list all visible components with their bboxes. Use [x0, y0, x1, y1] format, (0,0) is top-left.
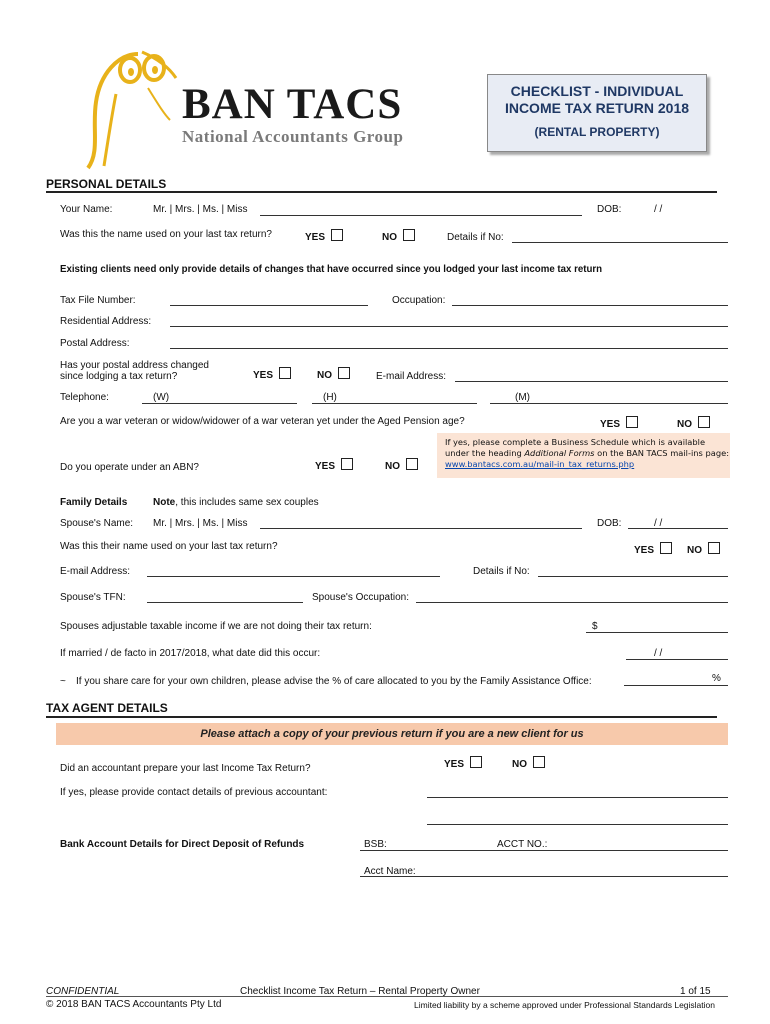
name-used-no[interactable]: [382, 229, 415, 243]
contact-details-field-2[interactable]: [427, 824, 728, 825]
tel-work-label: (W): [153, 392, 170, 403]
postal-changed-line-2: since lodging a tax return?: [60, 371, 178, 382]
spouse-income-field[interactable]: [586, 632, 728, 633]
brand-name: BAN TACS: [182, 81, 403, 128]
dob-label: DOB:: [597, 204, 622, 215]
checkbox[interactable]: [698, 416, 710, 428]
tfn-label: Tax File Number:: [60, 295, 136, 306]
title-line-2: INCOME TAX RETURN 2018: [504, 100, 690, 116]
acct-name-label: Acct Name:: [364, 866, 416, 877]
tel-mobile-field[interactable]: [490, 403, 728, 404]
existing-clients-note: Existing clients need only provide details of changes that have occurred since you lodged your last income tax return: [60, 264, 603, 275]
details-if-no-label: Details if No:: [447, 232, 504, 243]
married-date-label: If married / de facto in 2017/2018, what date did this occur:: [60, 648, 321, 659]
tax-agent-heading: TAX AGENT DETAILS: [46, 701, 168, 715]
accountant-no[interactable]: [512, 756, 545, 770]
note-bold: Note: [153, 497, 176, 508]
abn-no[interactable]: [385, 458, 418, 472]
spouse-honorifics[interactable]: Mr. | Mrs. | Ms. | Miss: [153, 518, 248, 529]
spouse-dob-field[interactable]: / /: [654, 518, 663, 529]
their-name-no[interactable]: [687, 542, 720, 556]
checkbox[interactable]: [338, 367, 350, 379]
spouse-name-label: Spouse's Name:: [60, 518, 134, 529]
spouse-dob-label: DOB:: [597, 518, 622, 529]
tel-mobile-label: (M): [515, 392, 530, 403]
checkbox[interactable]: [533, 756, 545, 768]
war-veteran-no[interactable]: [677, 416, 710, 430]
checkbox[interactable]: [403, 229, 415, 241]
spouse-tfn-label: Spouse's TFN:: [60, 592, 126, 603]
married-date-line[interactable]: [626, 659, 728, 660]
dob-field[interactable]: / /: [654, 204, 663, 215]
tfn-field[interactable]: [170, 305, 368, 306]
bank-details-label: Bank Account Details for Direct Deposit of Refunds: [60, 839, 305, 850]
yes-label: YES: [315, 461, 336, 472]
postal-address-field[interactable]: [170, 348, 728, 349]
occupation-label: Occupation:: [392, 295, 446, 306]
section-rule: [46, 191, 717, 193]
yes-label: YES: [634, 545, 655, 556]
info-text-1: If yes, please complete a Business Schedule which is available under the heading: [445, 437, 706, 458]
spouse-details-if-no-field[interactable]: [538, 576, 728, 577]
percent-sign: %: [712, 673, 721, 684]
tilde-bullet: ~: [60, 676, 66, 687]
liability-note: Limited liability by a scheme approved under Professional Standards Legislation: [414, 1000, 715, 1010]
title-line-1: CHECKLIST - INDIVIDUAL: [510, 83, 684, 99]
contact-details-field-1[interactable]: [427, 797, 728, 798]
postal-changed-no[interactable]: [317, 367, 350, 381]
note-text: , this includes same sex couples: [175, 497, 319, 508]
tel-home-field[interactable]: [312, 403, 477, 404]
married-date-field[interactable]: / /: [654, 648, 663, 659]
postal-address-label: Postal Address:: [60, 338, 130, 349]
yes-label: YES: [444, 759, 465, 770]
spouse-occupation-label: Spouse's Occupation:: [312, 592, 409, 603]
spouse-occupation-field[interactable]: [416, 602, 728, 603]
title-line-3: (RENTAL PROPERTY): [534, 125, 660, 139]
no-label: NO: [677, 419, 692, 430]
spouse-email-label: E-mail Address:: [60, 566, 131, 577]
checkbox[interactable]: [626, 416, 638, 428]
spouse-name-field[interactable]: [260, 528, 582, 529]
mail-ins-link[interactable]: www.bantacs.com.au/mail-in_tax_returns.php: [445, 459, 635, 469]
bsb-acct-field[interactable]: [360, 850, 728, 851]
name-used-yes[interactable]: [305, 229, 343, 243]
yes-label: YES: [305, 232, 326, 243]
copyright: © 2018 BAN TACS Accountants Pty Ltd: [46, 999, 222, 1010]
email-label: E-mail Address:: [376, 371, 447, 382]
spouse-tfn-field[interactable]: [147, 602, 303, 603]
war-veteran-question: Are you a war veteran or widow/widower of a war veteran yet under the Aged Pension age?: [60, 416, 465, 427]
spouse-email-field[interactable]: [147, 576, 440, 577]
residential-address-field[interactable]: [170, 326, 728, 327]
your-name-field[interactable]: [260, 215, 582, 216]
personal-details-heading: PERSONAL DETAILS: [46, 177, 167, 191]
family-note: [153, 497, 319, 508]
no-label: NO: [512, 759, 527, 770]
spouse-details-if-no-label: Details if No:: [473, 566, 530, 577]
yes-label: YES: [600, 419, 621, 430]
occupation-field[interactable]: [452, 305, 728, 306]
checkbox[interactable]: [406, 458, 418, 470]
checkbox[interactable]: [660, 542, 672, 554]
details-if-no-field[interactable]: [512, 242, 728, 243]
their-name-question: Was this their name used on your last tax return?: [60, 541, 278, 552]
your-name-label: Your Name:: [60, 204, 113, 215]
checkbox[interactable]: [279, 367, 291, 379]
their-name-yes[interactable]: [634, 542, 672, 556]
checklist-title-box: [487, 74, 707, 152]
info-text-italic: Additional Forms: [524, 448, 595, 458]
bsb-label: BSB:: [364, 839, 387, 850]
postal-changed-yes[interactable]: [253, 367, 291, 381]
brand-subtitle: National Accountants Group: [182, 127, 404, 146]
checkbox[interactable]: [470, 756, 482, 768]
acct-no-label: ACCT NO.:: [497, 839, 548, 850]
no-label: NO: [317, 370, 332, 381]
email-field[interactable]: [455, 381, 728, 382]
spouse-dob-line[interactable]: [628, 528, 728, 529]
abn-question: Do you operate under an ABN?: [60, 462, 199, 473]
checkbox[interactable]: [708, 542, 720, 554]
dollar-sign: $: [592, 621, 598, 632]
family-details-label: Family Details: [60, 497, 128, 508]
confidential-label: CONFIDENTIAL: [46, 986, 120, 997]
abn-info-box: [437, 433, 730, 478]
name-used-question: Was this the name used on your last tax return?: [60, 229, 272, 240]
no-label: NO: [687, 545, 702, 556]
no-label: NO: [382, 232, 397, 243]
accountant-question: Did an accountant prepare your last Income Tax Return?: [60, 763, 311, 774]
section-rule: [46, 716, 717, 718]
yes-label: YES: [253, 370, 274, 381]
honorifics[interactable]: Mr. | Mrs. | Ms. | Miss: [153, 204, 248, 215]
war-veteran-yes[interactable]: [600, 416, 638, 430]
footer-title: Checklist Income Tax Return – Rental Property Owner: [240, 986, 480, 997]
owl-logo: [78, 44, 188, 170]
checkbox[interactable]: [341, 458, 353, 470]
acct-name-field[interactable]: [360, 876, 728, 877]
checkbox[interactable]: [331, 229, 343, 241]
no-label: NO: [385, 461, 400, 472]
tel-work-field[interactable]: [142, 403, 297, 404]
spouse-income-label: Spouses adjustable taxable income if we are not doing their tax return:: [60, 621, 372, 632]
telephone-label: Telephone:: [60, 392, 109, 403]
share-care-field[interactable]: [624, 685, 728, 686]
postal-changed-line-1: Has your postal address changed: [60, 360, 209, 371]
residential-address-label: Residential Address:: [60, 316, 152, 327]
tel-home-label: (H): [323, 392, 337, 403]
attach-return-banner: Please attach a copy of your previous return if you are a new client for us: [56, 723, 728, 745]
accountant-yes[interactable]: [444, 756, 482, 770]
abn-yes[interactable]: [315, 458, 353, 472]
contact-details-label: If yes, please provide contact details of previous accountant:: [60, 787, 328, 798]
page-number: 1 of 15: [680, 986, 711, 997]
info-text-2: on the BAN TACS mail-ins page:: [594, 448, 730, 458]
share-care-label: If you share care for your own children, please advise the % of care allocated to you by the Family Assistance Office:: [76, 676, 592, 687]
